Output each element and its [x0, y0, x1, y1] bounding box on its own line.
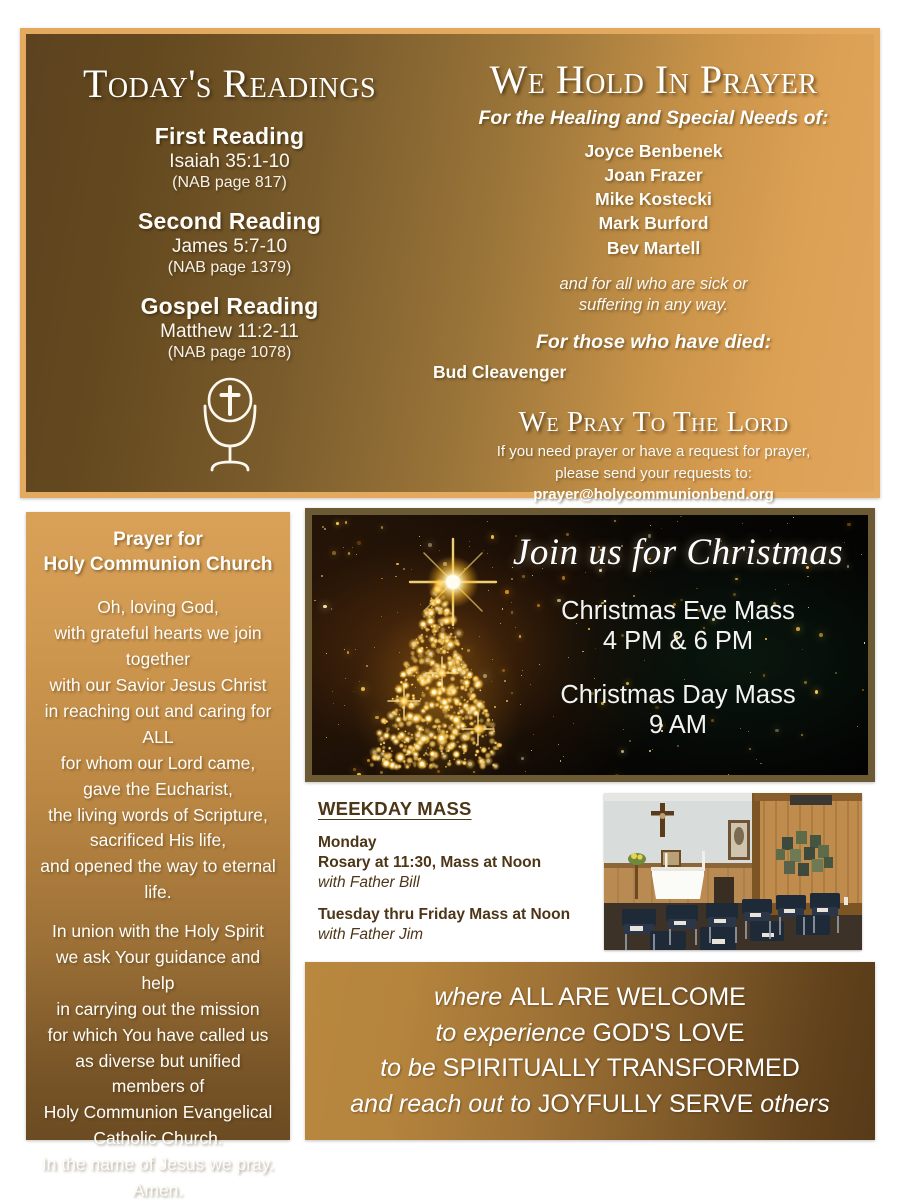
prayer-request-line-2: please send your requests to:: [555, 465, 752, 483]
prayer-names-list: [433, 139, 874, 260]
christmas-eve-label: Christmas Eve Mass: [561, 597, 795, 625]
reading-page: (NAB page 1078): [167, 344, 292, 361]
reading-reference: Isaiah 35:1-10: [169, 151, 290, 172]
reading-name: First Reading: [154, 123, 305, 149]
reading-name: Gospel Reading: [140, 293, 319, 319]
prayer-line: sacrificed His life,: [89, 830, 227, 851]
mission-line-3-italic: to be: [380, 1054, 443, 1082]
christmas-mass-text: [502, 531, 854, 740]
prayer-line: for whom our Lord came,: [60, 752, 256, 773]
chalice-with-host-and-cross-icon: [26, 374, 433, 474]
prayer-name: Mark Burford: [598, 213, 709, 234]
healing-needs-label: For the Healing and Special Needs of:: [478, 107, 829, 129]
christmas-eve-block: [502, 596, 854, 656]
christmas-mass-banner: [305, 508, 875, 782]
prayer-line: Catholic Church.: [93, 1128, 223, 1149]
church-prayer-text: [40, 595, 276, 1203]
christmas-eve-time: 4 PM & 6 PM: [602, 627, 754, 656]
prayer-line: Amen.: [132, 1179, 184, 1200]
church-prayer-title-line-2: Holy Communion Church: [43, 553, 273, 575]
prayer-line: in carrying out the mission: [56, 998, 260, 1019]
join-us-for-christmas-heading: Join us for Christmas: [512, 532, 844, 573]
prayer-line: In union with the Holy Spirit: [51, 921, 265, 942]
sick-suffering-note: [433, 274, 874, 317]
mission-line-2-italic: to experience: [435, 1018, 593, 1047]
mission-line-4-tail: others: [753, 1089, 830, 1118]
reading-item: [26, 123, 433, 192]
mass-detail: Rosary at 11:30, Mass at Noon: [318, 853, 542, 871]
mission-line-4-caps: JOYFULLY SERVE: [537, 1089, 754, 1118]
those-who-died-label: For those who have died:: [535, 330, 772, 353]
chapel-interior-with-altar-and-chairs: [604, 793, 862, 950]
church-prayer-panel: [26, 512, 290, 1200]
mission-line: [435, 1016, 744, 1052]
prayer-line: gave the Eucharist,: [83, 778, 233, 799]
mission-line-1-italic: where: [434, 983, 510, 1011]
page-title-readings: Today's Readings: [82, 61, 377, 106]
mission-line: [434, 980, 746, 1016]
star-burst-icon: [408, 537, 498, 627]
reading-item: [26, 208, 433, 277]
mass-detail: Tuesday thru Friday Mass at Noon: [318, 906, 571, 924]
mass-celebrant: with Father Jim: [318, 926, 424, 944]
reading-reference: James 5:7-10: [171, 236, 288, 257]
prayer-line: in reaching out and caring for ALL: [44, 700, 272, 747]
mission-line-4-italic: and reach out to: [350, 1089, 538, 1118]
reading-page: (NAB page 817): [172, 174, 287, 191]
stanza-spacer: [40, 906, 276, 919]
prayer-line: with our Savior Jesus Christ: [49, 675, 267, 696]
reading-reference: Matthew 11:2-11: [160, 321, 299, 342]
prayer-request-line-1: If you need prayer or have a request for prayer,: [496, 442, 811, 460]
christmas-day-time: 9 AM: [648, 711, 708, 740]
prayer-line: Oh, loving God,: [97, 597, 219, 618]
we-pray-to-the-lord-title: We Pray To The Lord: [518, 405, 789, 438]
top-panel-gradient: [26, 34, 874, 504]
prayer-line: In the name of Jesus we pray.: [41, 1154, 275, 1175]
mass-day: Monday: [318, 834, 377, 851]
mass-celebrant: with Father Bill: [318, 873, 420, 891]
we-hold-in-prayer-column: [433, 34, 874, 504]
chapel-interior-photo: [604, 793, 862, 950]
readings-and-prayer-panel: [20, 28, 880, 504]
todays-readings-column: [26, 34, 433, 492]
prayer-name: Joyce Benbenek: [584, 141, 723, 161]
church-prayer-title-line-1: Prayer for: [113, 529, 203, 550]
readings-list: [26, 123, 433, 362]
we-hold-in-prayer-title: We Hold In Prayer: [489, 57, 818, 102]
reading-item: [26, 293, 433, 362]
mission-line-1-caps: ALL ARE WELCOME: [509, 983, 746, 1011]
prayer-line: as diverse but unified members of: [75, 1050, 241, 1097]
mission-line-2-caps: GOD'S LOVE: [592, 1018, 745, 1047]
christmas-day-block: [502, 680, 854, 740]
prayer-line: the living words of Scripture,: [48, 804, 268, 825]
mission-statement-banner: [305, 962, 875, 1140]
weekday-mass-section: [318, 798, 593, 945]
mission-line-3-caps: SPIRITUALLY TRANSFORMED: [442, 1054, 800, 1082]
note-line-1: and for all who are sick or: [559, 274, 748, 293]
weekday-mass-entry: [318, 905, 593, 945]
prayer-line: for which You have called us: [47, 1024, 269, 1045]
prayer-name: Joan Frazer: [604, 165, 703, 186]
prayer-name: Mike Kostecki: [595, 189, 712, 210]
christmas-day-label: Christmas Day Mass: [560, 681, 796, 710]
deceased-name: Bud Cleavenger: [433, 361, 567, 382]
note-line-2: suffering in any way.: [578, 296, 729, 315]
prayer-name: Bev Martell: [606, 237, 701, 258]
weekday-mass-title: WEEKDAY MASS: [318, 798, 472, 819]
weekday-mass-entry: [318, 833, 593, 892]
prayer-line: with grateful hearts we join together: [54, 623, 262, 670]
christmas-tree-with-star-image: [312, 515, 868, 775]
prayer-line: Holy Communion Evangelical: [43, 1102, 273, 1123]
reading-name: Second Reading: [138, 208, 322, 234]
mission-line: [350, 1087, 829, 1123]
prayer-line: we ask Your guidance and help: [55, 946, 261, 993]
prayer-line: and opened the way to eternal life.: [40, 856, 276, 903]
prayer-email-address[interactable]: prayer@holycommunionbend.org: [533, 486, 774, 504]
reading-page: (NAB page 1379): [167, 259, 292, 276]
mission-line: [380, 1051, 800, 1087]
